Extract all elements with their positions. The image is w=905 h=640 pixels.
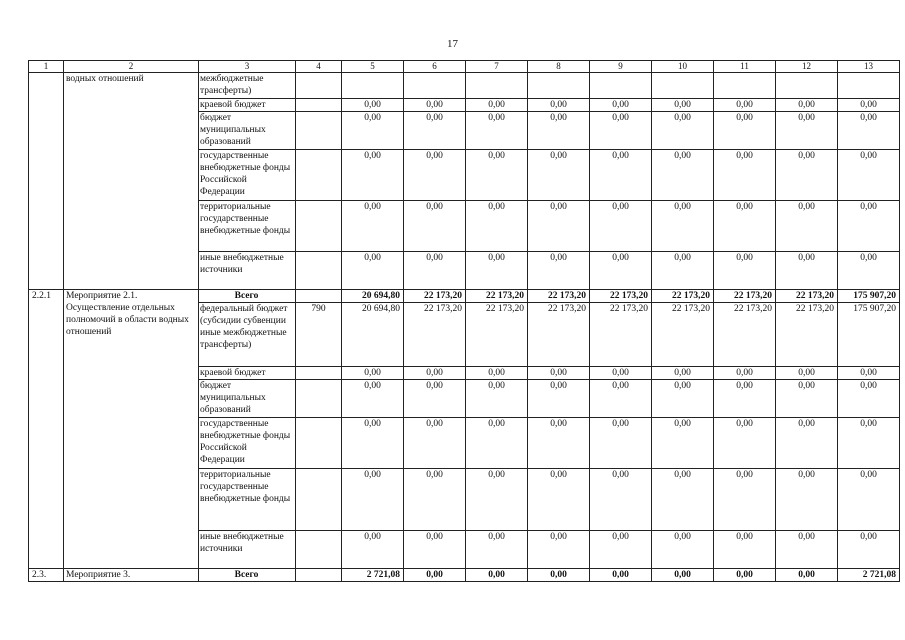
value-cell: 0,00 xyxy=(714,380,776,418)
value-cell: 0,00 xyxy=(838,418,900,469)
value-cell: 0,00 xyxy=(342,150,404,201)
value-cell: 22 173,20 xyxy=(776,303,838,367)
value-cell: 0,00 xyxy=(528,201,590,252)
value-cell: 0,00 xyxy=(776,252,838,290)
value-cell: 0,00 xyxy=(342,380,404,418)
value-cell: 0,00 xyxy=(714,99,776,112)
value-cell: 0,00 xyxy=(776,569,838,582)
value-cell: 0,00 xyxy=(652,201,714,252)
value-cell: 0,00 xyxy=(466,469,528,531)
source-cell: межбюджетные трансферты) xyxy=(199,73,296,99)
value-cell: 0,00 xyxy=(528,367,590,380)
value-cell: 0,00 xyxy=(838,112,900,150)
value-cell: 0,00 xyxy=(342,112,404,150)
value-cell: 0,00 xyxy=(342,469,404,531)
value-cell: 0,00 xyxy=(404,418,466,469)
value-cell: 0,00 xyxy=(404,531,466,569)
value-cell: 0,00 xyxy=(590,150,652,201)
value-cell: 0,00 xyxy=(838,99,900,112)
source-cell: краевой бюджет xyxy=(199,367,296,380)
value-cell: 0,00 xyxy=(838,469,900,531)
value-cell: 0,00 xyxy=(714,112,776,150)
value-cell: 0,00 xyxy=(714,150,776,201)
column-number: 4 xyxy=(296,61,342,73)
value-cell: 22 173,20 xyxy=(776,290,838,303)
event-name-cell: Мероприятие 3. xyxy=(64,569,199,582)
value-cell: 0,00 xyxy=(652,252,714,290)
source-cell: Всего xyxy=(199,290,296,303)
value-cell: 0,00 xyxy=(528,531,590,569)
value-cell: 0,00 xyxy=(342,418,404,469)
column-number: 7 xyxy=(466,61,528,73)
value-cell: 0,00 xyxy=(714,201,776,252)
value-cell: 0,00 xyxy=(342,99,404,112)
column-number: 12 xyxy=(776,61,838,73)
table-row-total xyxy=(29,290,900,303)
value-cell: 0,00 xyxy=(528,469,590,531)
value-cell: 0,00 xyxy=(590,569,652,582)
source-cell: государственные внебюджетные фонды Российской Федерации xyxy=(199,418,296,469)
value-cell: 0,00 xyxy=(838,531,900,569)
value-cell: 0,00 xyxy=(838,380,900,418)
value-cell: 0,00 xyxy=(528,569,590,582)
source-cell: иные внебюджетные источники xyxy=(199,531,296,569)
value-cell: 0,00 xyxy=(404,112,466,150)
value-cell: 0,00 xyxy=(528,252,590,290)
value-cell: 2 721,08 xyxy=(838,569,900,582)
value-cell: 0,00 xyxy=(776,367,838,380)
value-cell: 0,00 xyxy=(838,150,900,201)
value-cell: 0,00 xyxy=(590,418,652,469)
value-cell: 0,00 xyxy=(590,112,652,150)
source-cell: Всего xyxy=(199,569,296,582)
value-cell: 0,00 xyxy=(652,112,714,150)
value-cell: 20 694,80 xyxy=(342,290,404,303)
value-cell: 0,00 xyxy=(342,367,404,380)
table-row xyxy=(29,73,900,99)
column-number-row xyxy=(29,61,900,73)
value-cell: 22 173,20 xyxy=(404,290,466,303)
value-cell: 0,00 xyxy=(404,367,466,380)
column-number: 9 xyxy=(590,61,652,73)
value-cell: 22 173,20 xyxy=(528,290,590,303)
column-number: 10 xyxy=(652,61,714,73)
value-cell: 0,00 xyxy=(652,469,714,531)
value-cell: 0,00 xyxy=(404,150,466,201)
value-cell: 0,00 xyxy=(714,469,776,531)
value-cell: 0,00 xyxy=(466,150,528,201)
value-cell: 0,00 xyxy=(528,418,590,469)
value-cell: 0,00 xyxy=(838,201,900,252)
value-cell: 0,00 xyxy=(590,380,652,418)
value-cell: 0,00 xyxy=(714,418,776,469)
value-cell: 0,00 xyxy=(404,569,466,582)
column-number: 13 xyxy=(838,61,900,73)
source-cell: территориальные государственные внебюджетные фонды xyxy=(199,201,296,252)
value-cell: 0,00 xyxy=(714,569,776,582)
value-cell: 0,00 xyxy=(652,569,714,582)
value-cell: 22 173,20 xyxy=(528,303,590,367)
value-cell: 0,00 xyxy=(466,380,528,418)
kbk-cell xyxy=(296,73,342,99)
column-number: 3 xyxy=(199,61,296,73)
value-cell: 0,00 xyxy=(590,99,652,112)
source-cell: государственные внебюджетные фонды Российской Федерации xyxy=(199,150,296,201)
value-cell: 0,00 xyxy=(404,469,466,531)
value-cell: 0,00 xyxy=(590,367,652,380)
value-cell: 0,00 xyxy=(776,150,838,201)
value-cell: 0,00 xyxy=(652,380,714,418)
value-cell: 0,00 xyxy=(528,112,590,150)
value-cell: 0,00 xyxy=(466,112,528,150)
value-cell: 0,00 xyxy=(652,150,714,201)
value-cell: 0,00 xyxy=(466,418,528,469)
value-cell: 0,00 xyxy=(714,367,776,380)
value-cell: 0,00 xyxy=(776,469,838,531)
source-cell: бюджет муниципальных образований xyxy=(199,380,296,418)
event-name-cell: водных отношений xyxy=(64,73,199,290)
event-name-cell: Мероприятие 2.1. Осуществление отдельных полномочий в области водных отношений xyxy=(64,290,199,569)
value-cell: 20 694,80 xyxy=(342,303,404,367)
budget-table xyxy=(28,60,900,582)
value-cell: 0,00 xyxy=(590,531,652,569)
value-cell: 0,00 xyxy=(466,569,528,582)
value-cell: 0,00 xyxy=(714,252,776,290)
column-number: 11 xyxy=(714,61,776,73)
value-cell: 0,00 xyxy=(466,99,528,112)
value-cell: 0,00 xyxy=(342,201,404,252)
value-cell: 0,00 xyxy=(776,380,838,418)
value-cell: 22 173,20 xyxy=(404,303,466,367)
value-cell: 0,00 xyxy=(776,112,838,150)
value-cell: 0,00 xyxy=(776,201,838,252)
column-number: 8 xyxy=(528,61,590,73)
value-cell: 0,00 xyxy=(652,531,714,569)
value-cell: 0,00 xyxy=(342,252,404,290)
value-cell: 0,00 xyxy=(404,380,466,418)
value-cell: 0,00 xyxy=(652,99,714,112)
value-cell: 0,00 xyxy=(404,252,466,290)
value-cell: 22 173,20 xyxy=(466,303,528,367)
value-cell: 0,00 xyxy=(590,201,652,252)
value-cell: 0,00 xyxy=(466,367,528,380)
value-cell: 0,00 xyxy=(776,531,838,569)
value-cell: 0,00 xyxy=(652,418,714,469)
value-cell: 0,00 xyxy=(776,99,838,112)
value-cell: 22 173,20 xyxy=(652,303,714,367)
value-cell: 22 173,20 xyxy=(714,303,776,367)
value-cell: 175 907,20 xyxy=(838,303,900,367)
value-cell: 0,00 xyxy=(404,99,466,112)
value-cell: 22 173,20 xyxy=(590,303,652,367)
source-cell: краевой бюджет xyxy=(199,99,296,112)
value-cell: 0,00 xyxy=(342,531,404,569)
page-number: 17 xyxy=(447,38,458,50)
kbk-cell: 790 xyxy=(296,303,342,367)
value-cell: 22 173,20 xyxy=(466,290,528,303)
column-number: 2 xyxy=(64,61,199,73)
source-cell: бюджет муниципальных образований xyxy=(199,112,296,150)
value-cell: 22 173,20 xyxy=(590,290,652,303)
value-cell: 0,00 xyxy=(590,469,652,531)
value-cell: 0,00 xyxy=(528,99,590,112)
value-cell: 2 721,08 xyxy=(342,569,404,582)
value-cell: 0,00 xyxy=(652,367,714,380)
value-cell: 0,00 xyxy=(714,531,776,569)
code-cell xyxy=(29,73,64,290)
value-cell: 22 173,20 xyxy=(652,290,714,303)
column-number: 1 xyxy=(29,61,64,73)
column-number: 6 xyxy=(404,61,466,73)
code-cell: 2.3. xyxy=(29,569,64,582)
value-cell: 175 907,20 xyxy=(838,290,900,303)
source-cell: федеральный бюджет (субсидии субвенции иные межбюджетные трансферты) xyxy=(199,303,296,367)
value-cell: 0,00 xyxy=(528,150,590,201)
code-cell: 2.2.1 xyxy=(29,290,64,569)
value-cell: 0,00 xyxy=(776,418,838,469)
value-cell: 0,00 xyxy=(528,380,590,418)
source-cell: территориальные государственные внебюджетные фонды xyxy=(199,469,296,531)
value-cell: 0,00 xyxy=(838,252,900,290)
value-cell: 0,00 xyxy=(404,201,466,252)
value-cell: 0,00 xyxy=(590,252,652,290)
table-row-total xyxy=(29,569,900,582)
value-cell: 0,00 xyxy=(838,367,900,380)
value-cell: 0,00 xyxy=(466,201,528,252)
source-cell: иные внебюджетные источники xyxy=(199,252,296,290)
value-cell: 0,00 xyxy=(466,531,528,569)
value-cell: 22 173,20 xyxy=(714,290,776,303)
column-number: 5 xyxy=(342,61,404,73)
value-cell: 0,00 xyxy=(466,252,528,290)
